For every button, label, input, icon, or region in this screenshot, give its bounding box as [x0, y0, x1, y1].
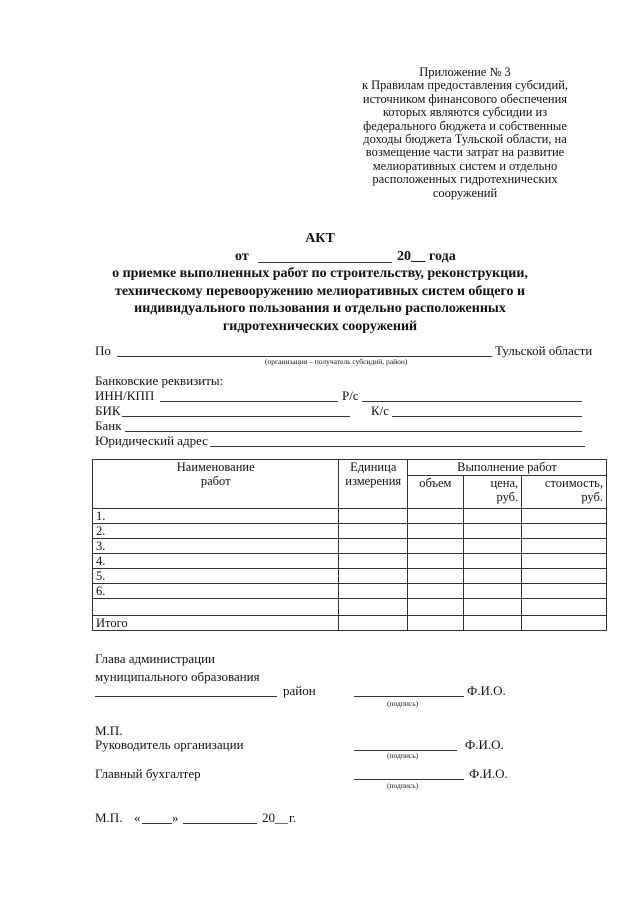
table-cell[interactable]	[463, 599, 522, 616]
table-cell[interactable]	[522, 616, 607, 631]
table-cell[interactable]	[463, 569, 522, 584]
col-name-line: работ	[200, 474, 231, 488]
table-cell[interactable]	[463, 554, 522, 569]
act-subtitle-line: техническому перевооружению мелиоративных систем общего и	[114, 283, 526, 299]
po-label: По	[95, 343, 111, 358]
table-cell[interactable]	[408, 616, 464, 631]
table-cell[interactable]	[522, 599, 607, 616]
table-row	[93, 524, 607, 539]
col-name-line: Наименование	[176, 460, 255, 474]
bank-label: Банк	[95, 418, 122, 433]
table-cell[interactable]	[408, 539, 464, 554]
bank-header: Банковские реквизиты:	[95, 373, 224, 388]
appendix-line: возмещение части затрат на развитие	[365, 145, 565, 160]
from-label: от	[235, 248, 249, 264]
table-cell[interactable]	[463, 616, 522, 631]
date-g-label: г.	[289, 810, 297, 825]
head-admin-label: Глава администрации	[95, 651, 216, 666]
act-subtitle-line: индивидуального пользования и отдельно расположенных	[134, 301, 506, 316]
table-cell[interactable]	[408, 524, 464, 539]
appendix-line: сооружений	[432, 185, 498, 200]
director-fio-label: Ф.И.О.	[465, 737, 504, 752]
act-subtitle-line: о приемке выполненных работ по строительству, реконструкции,	[112, 266, 528, 281]
table-row	[93, 539, 607, 554]
appendix-line: которых являются субсидии из	[382, 105, 548, 120]
bik-label: БИК	[95, 403, 121, 418]
col-volume-header: объем	[408, 476, 464, 509]
table-cell[interactable]	[408, 599, 464, 616]
head-signature-field[interactable]	[354, 696, 464, 697]
table-cell[interactable]	[463, 584, 522, 599]
appendix-line: расположенных гидротехнических	[372, 172, 558, 187]
ks-field[interactable]	[392, 416, 582, 417]
table-cell[interactable]	[408, 584, 464, 599]
col-unit-line: Единица	[350, 460, 397, 474]
table-cell[interactable]	[339, 509, 408, 524]
inn-field[interactable]	[160, 401, 338, 402]
appendix-line: доходы бюджета Тульской области, на	[363, 132, 567, 147]
row-number: 2.	[93, 524, 339, 539]
appendix-line: федерального бюджета и собственные	[363, 118, 567, 133]
head-podpis-hint: (подпись)	[387, 699, 419, 708]
table-cell[interactable]	[339, 599, 408, 616]
table-row	[93, 584, 607, 599]
table-cell[interactable]	[463, 539, 522, 554]
table-cell[interactable]	[339, 539, 408, 554]
appendix-line: мелиоративных систем и отдельно	[372, 158, 558, 173]
inn-label: ИНН/КПП	[95, 388, 155, 403]
total-label: Итого	[93, 616, 339, 631]
table-row	[93, 569, 607, 584]
col-price-header	[463, 476, 522, 509]
rs-label: Р/с	[342, 388, 359, 403]
accountant-podpis-hint: (подпись)	[387, 781, 419, 790]
table-cell[interactable]	[522, 539, 607, 554]
address-field[interactable]	[210, 446, 585, 447]
table-cell[interactable]	[463, 509, 522, 524]
row-number: 5.	[93, 569, 339, 584]
table-cell[interactable]	[339, 584, 408, 599]
mp-label: М.П.	[95, 723, 123, 738]
row-number: 6.	[93, 584, 339, 599]
table-cell[interactable]	[522, 524, 607, 539]
table-cell[interactable]	[408, 554, 464, 569]
table-cell[interactable]	[339, 524, 408, 539]
table-cell[interactable]	[339, 616, 408, 631]
col-name-header	[93, 460, 339, 509]
row-number: 3.	[93, 539, 339, 554]
row-number: 4.	[93, 554, 339, 569]
head-fio-label: Ф.И.О.	[467, 683, 506, 698]
col-cost-line: стоимость,	[544, 476, 603, 490]
date-month-field[interactable]	[183, 823, 257, 824]
director-podpis-hint: (подпись)	[387, 751, 419, 760]
accountant-signature-field[interactable]	[354, 779, 464, 780]
col-done-header: Выполнение работ	[408, 460, 607, 476]
rs-field[interactable]	[362, 401, 582, 402]
col-cost-line: руб.	[581, 490, 603, 504]
table-cell[interactable]	[522, 509, 607, 524]
act-date-line	[60, 248, 580, 266]
table-cell[interactable]	[93, 599, 339, 616]
accountant-label: Главный бухгалтер	[95, 766, 201, 781]
table-cell[interactable]	[522, 584, 607, 599]
year-suffix: года	[429, 248, 456, 264]
date-close-quote: »	[172, 810, 179, 825]
table-row	[93, 509, 607, 524]
table-row-blank	[93, 599, 607, 616]
bik-field[interactable]	[122, 416, 350, 417]
act-title: АКТ	[305, 231, 335, 246]
works-table	[92, 459, 607, 631]
table-header-row	[93, 460, 607, 476]
table-cell[interactable]	[339, 569, 408, 584]
appendix-block	[340, 66, 590, 200]
col-cost-header	[522, 476, 607, 509]
date-mp-label: М.П.	[95, 810, 123, 825]
col-unit-header	[339, 460, 408, 509]
district-field[interactable]	[95, 696, 277, 697]
district-label: район	[283, 683, 316, 698]
appendix-line: источником финансового обеспечения	[362, 91, 568, 106]
region-label: Тульской области	[495, 343, 593, 358]
col-price-line: цена,	[490, 476, 519, 490]
col-price-line: руб.	[496, 490, 519, 504]
date-year-label: 20__	[262, 810, 288, 825]
table-cell[interactable]	[408, 509, 464, 524]
table-cell[interactable]	[522, 554, 607, 569]
col-unit-line: измерения	[345, 474, 402, 488]
director-label: Руководитель организации	[95, 737, 244, 752]
table-row	[93, 554, 607, 569]
table-cell[interactable]	[522, 569, 607, 584]
ks-label: К/с	[371, 403, 390, 418]
municipal-label: муниципального образования	[95, 669, 260, 684]
row-number: 1.	[93, 509, 339, 524]
date-open-quote: «	[134, 810, 141, 825]
act-title-block	[60, 230, 580, 335]
table-cell[interactable]	[408, 569, 464, 584]
accountant-fio-label: Ф.И.О.	[469, 766, 508, 781]
bank-field[interactable]	[125, 431, 582, 432]
year-prefix: 20__	[397, 248, 425, 264]
act-subtitle-line: гидротехнических сооружений	[222, 318, 418, 334]
date-day-field[interactable]	[142, 823, 172, 824]
table-cell[interactable]	[339, 554, 408, 569]
date-blank	[258, 262, 392, 263]
appendix-line: Приложение № 3	[419, 65, 511, 79]
table-total-row	[93, 616, 607, 631]
address-label: Юридический адрес	[95, 433, 209, 448]
org-hint: (организация – получатель субсидий, район)	[265, 357, 408, 366]
table-cell[interactable]	[463, 524, 522, 539]
appendix-line: к Правилам предоставления субсидий,	[361, 78, 569, 93]
